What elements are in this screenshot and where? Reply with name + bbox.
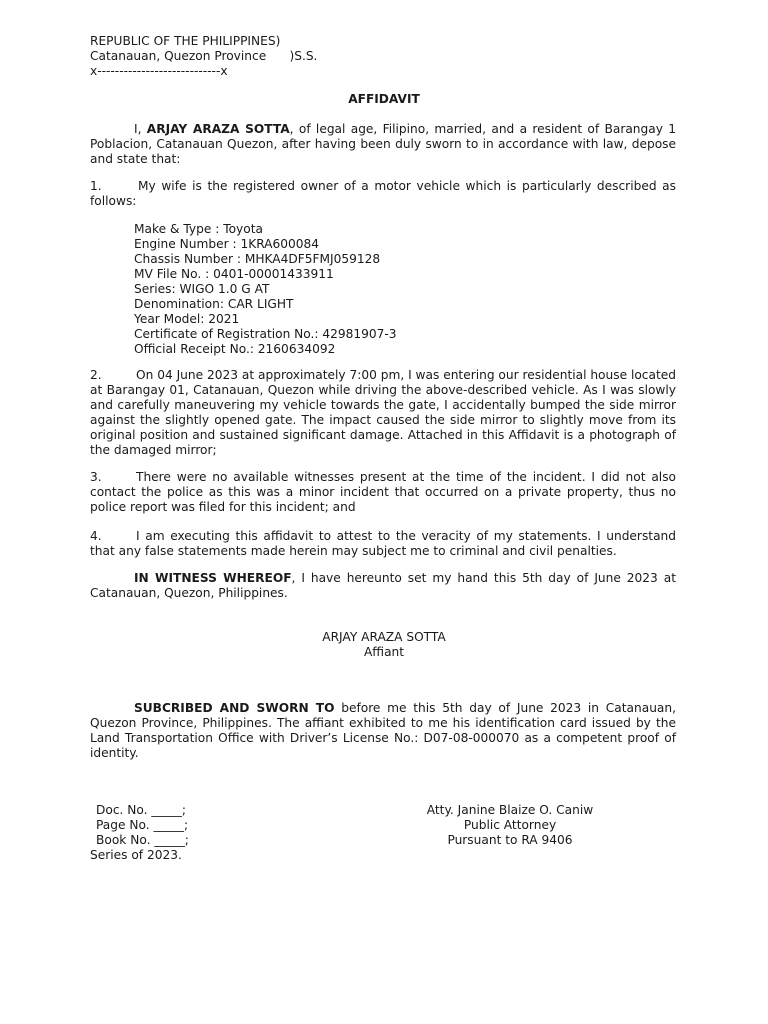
vehicle-chassis-number: Chassis Number : MHKA4DF5FMJ059128 <box>134 252 381 266</box>
intro-text: , of legal age, Filipino, married, and a resident of Barangay 1 Poblacion, Catanauan Quezon, after having been duly sworn to in accordance with law, depose and state that: <box>90 122 677 166</box>
page-number: Page No. _____; <box>96 818 189 832</box>
paragraph-4-text: I am executing this affidavit to attest to the veracity of my statements. I understand that any false statements made herein may subject me to criminal and civil penalties. <box>90 529 676 558</box>
notarial-register <box>90 803 189 863</box>
vehicle-registration-number: Certificate of Registration No.: 42981907-3 <box>134 327 397 341</box>
witness-paragraph <box>90 571 676 601</box>
paragraph-2-number: 2. <box>90 368 102 382</box>
book-number: Book No. _____; <box>96 833 189 847</box>
witness-heading: IN WITNESS WHEREOF <box>134 571 292 585</box>
vehicle-year-model: Year Model: 2021 <box>134 312 240 326</box>
vehicle-denomination: Denomination: CAR LIGHT <box>134 297 294 311</box>
header-line-3: x----------------------------x <box>90 64 228 78</box>
intro-paragraph <box>90 122 676 167</box>
paragraph-4-number: 4. <box>90 529 102 543</box>
vehicle-series: Series: WIGO 1.0 G AT <box>134 282 270 296</box>
document-title: AFFIDAVIT <box>348 92 420 106</box>
affiant-label: Affiant <box>363 645 405 659</box>
vehicle-make: Make & Type : Toyota <box>134 222 263 236</box>
paragraph-3-number: 3. <box>90 470 102 484</box>
notary-signature-block <box>412 803 608 848</box>
jurat-heading: SUBCRIBED AND SWORN TO <box>134 701 335 715</box>
notary-title: Public Attorney <box>463 818 557 832</box>
paragraph-3-text: There were no available witnesses present at the time of the incident. I did not also contact the police as this was a minor incident that occurred on a private property, thus no police report was filed for this incident; and <box>90 470 676 514</box>
affiant-signature-block <box>0 630 768 660</box>
jurat-paragraph <box>90 701 676 761</box>
affiant-name-inline: ARJAY ARAZA SOTTA <box>146 122 290 136</box>
paragraph-2-text: On 04 June 2023 at approximately 7:00 pm, I was entering our residential house located at Barangay 01, Catanauan, Quezon while driving the above-described vehicle. As I was slowly and carefully maneuvering my vehicle towards the gate, I accidentally bumped the side mirror against the slightly opened gate. The impact caused the side mirror to slightly move from its original position and sustained significant damage. Attached in this Affidavit is a photograph of the damaged mirror; <box>90 368 676 457</box>
paragraph-1-number: 1. <box>90 179 102 193</box>
paragraph-1-text: My wife is the registered owner of a motor vehicle which is particularly described as follows: <box>90 179 676 208</box>
vehicle-receipt-number: Official Receipt No.: 2160634092 <box>134 342 336 356</box>
intro-prefix: I, <box>134 122 147 136</box>
vehicle-mv-file-number: MV File No. : 0401-00001433911 <box>134 267 334 281</box>
notary-authority: Pursuant to RA 9406 <box>447 833 573 847</box>
paragraph-1 <box>90 179 676 209</box>
series-year: Series of 2023. <box>90 848 182 862</box>
doc-number: Doc. No. _____; <box>96 803 186 817</box>
header-line-1: REPUBLIC OF THE PHILIPPINES) <box>90 34 281 48</box>
affiant-name: ARJAY ARAZA SOTTA <box>322 630 446 644</box>
paragraph-2 <box>90 368 676 458</box>
notary-name: Atty. Janine Blaize O. Caniw <box>426 803 594 817</box>
witness-text: , I have hereunto set my hand this 5th day of June 2023 at Catanauan, Quezon, Philippines. <box>90 571 676 600</box>
paragraph-4 <box>90 529 676 559</box>
paragraph-3 <box>90 470 676 515</box>
vehicle-details <box>134 222 397 357</box>
jurat-text: before me this 5th day of June 2023 in Catanauan, Quezon Province, Philippines. The affiant exhibited to me his identification card issued by the Land Transportation Office with Driver’s License No.: D07-08-000070 as a competent proof of identity. <box>90 701 676 760</box>
header-line-2: Catanauan, Quezon Province )S.S. <box>90 49 318 63</box>
vehicle-engine-number: Engine Number : 1KRA600084 <box>134 237 320 251</box>
venue-header <box>90 34 317 79</box>
